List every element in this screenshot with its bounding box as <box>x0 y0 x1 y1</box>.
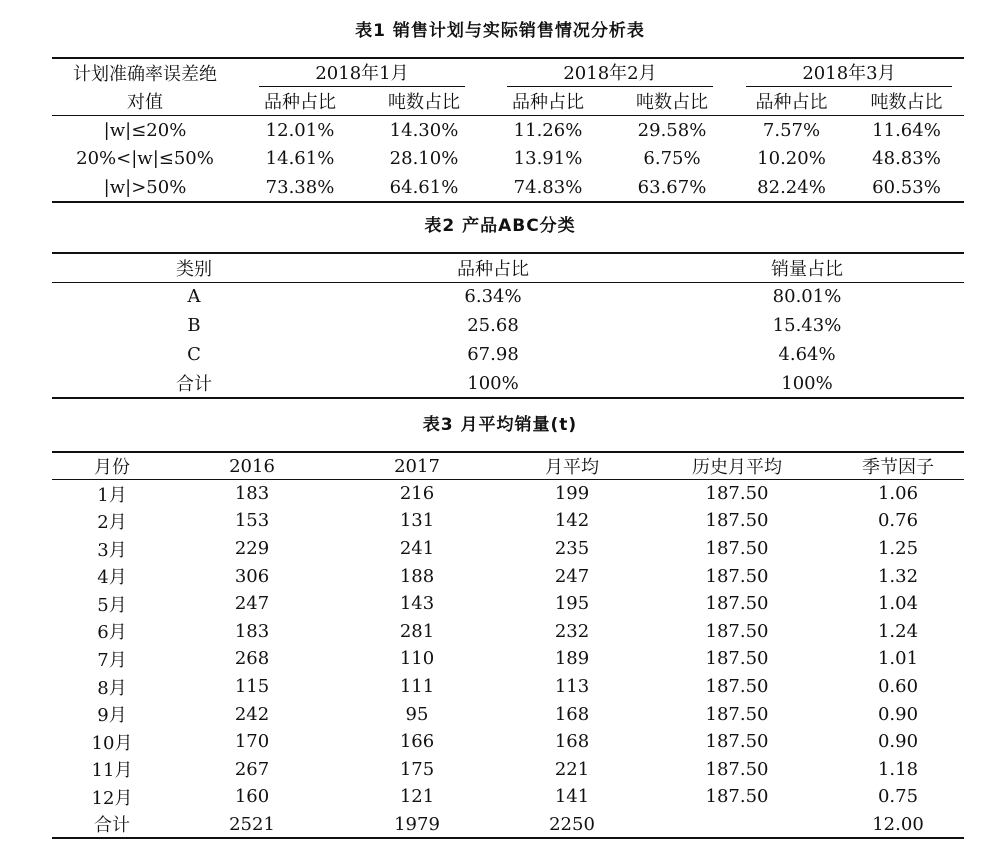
month-header: 2018年3月 <box>734 58 964 87</box>
table-cell: 95 <box>405 703 429 725</box>
table-cell: 12.01% <box>265 119 335 141</box>
table-cell: 187.50 <box>705 565 769 587</box>
table-cell: 187.50 <box>705 731 769 753</box>
table-cell: 306 <box>234 565 270 587</box>
table-cell: 5月 <box>97 594 127 616</box>
table-cell: 113 <box>554 676 590 698</box>
table-cell: 170 <box>234 731 270 753</box>
table-cell: 168 <box>554 731 590 753</box>
table-cell: 187.50 <box>705 620 769 642</box>
table-cell: 232 <box>554 620 590 642</box>
table-cell: 0.90 <box>877 731 919 753</box>
table-cell: 247 <box>234 593 270 615</box>
table-cell: 67.98 <box>467 344 519 365</box>
table-cell: 0.90 <box>877 703 919 725</box>
table-cell: 141 <box>554 786 590 808</box>
table-cell: 187.50 <box>705 758 769 780</box>
sales-plan-analysis-table <box>52 57 964 203</box>
table-row <box>52 673 964 701</box>
table-cell: 11月 <box>91 760 133 782</box>
table-cell: 111 <box>399 676 435 698</box>
table-cell: 183 <box>234 483 270 505</box>
table-cell: 7.57% <box>762 119 821 141</box>
row-header-cell: 计划准确率误差绝 <box>73 64 217 85</box>
table-cell: 247 <box>554 565 590 587</box>
table-cell: 189 <box>554 648 590 670</box>
column-header: 月份 <box>52 452 172 480</box>
table1-caption: 表1 销售计划与实际销售情况分析表 <box>355 21 645 41</box>
table-cell: 183 <box>234 620 270 642</box>
table-row <box>52 562 964 590</box>
table3-caption: 表3 月平均销量(t) <box>422 415 578 435</box>
table-row <box>52 645 964 673</box>
table-row <box>52 535 964 563</box>
row-header-cell-line2: 对值 <box>52 87 238 115</box>
table-cell: 242 <box>234 703 270 725</box>
table-cell: 187.50 <box>705 483 769 505</box>
table-cell: 166 <box>399 731 435 753</box>
table-row <box>52 811 964 839</box>
table-cell: 168 <box>554 703 590 725</box>
table-cell: A <box>187 286 201 308</box>
sub-header: 品种占比 <box>238 87 362 115</box>
table-cell: 1.01 <box>877 648 919 670</box>
table-cell: 74.83% <box>513 176 583 198</box>
table-cell: 20%<|w|≤50% <box>76 148 214 169</box>
table-cell: 48.83% <box>872 148 941 169</box>
table-cell: 4月 <box>97 567 127 589</box>
table-row <box>52 144 964 173</box>
column-header: 月平均 <box>502 452 642 480</box>
table-cell: 73.38% <box>265 176 335 198</box>
column-header: 2017 <box>332 452 502 480</box>
column-header: 2016 <box>172 452 332 480</box>
table-cell: 1.32 <box>877 565 919 587</box>
column-header: 销量占比 <box>650 253 964 282</box>
table-cell: 10.20% <box>757 148 826 169</box>
column-header: 季节因子 <box>832 452 964 480</box>
table-cell: 229 <box>234 538 270 560</box>
table-row <box>52 590 964 618</box>
table-cell: 0.60 <box>877 676 919 698</box>
table-cell: 12月 <box>91 787 133 809</box>
table-cell: B <box>187 315 201 336</box>
table-cell: 153 <box>234 510 270 532</box>
table-cell: 10月 <box>91 732 133 754</box>
table-cell: 1月 <box>97 484 127 506</box>
table-cell: 199 <box>554 483 590 505</box>
table-row <box>52 507 964 535</box>
table-cell: 3月 <box>97 539 127 561</box>
sub-header: 吨数占比 <box>610 87 734 115</box>
table-row <box>52 728 964 756</box>
column-header: 历史月平均 <box>642 452 832 480</box>
table-cell: 187.50 <box>705 676 769 698</box>
table-cell: 131 <box>399 510 435 532</box>
sub-header: 吨数占比 <box>849 87 964 115</box>
table-cell: 82.24% <box>757 176 826 198</box>
table-cell: |w|≤20% <box>103 119 187 141</box>
table-cell: 64.61% <box>389 176 459 198</box>
table-cell: 1979 <box>394 813 440 835</box>
month-header: 2018年1月 <box>238 58 486 87</box>
table-cell: 187.50 <box>705 648 769 670</box>
table-row <box>52 311 964 340</box>
column-header: 品种占比 <box>336 253 650 282</box>
table-cell: 235 <box>554 538 590 560</box>
table-cell: 216 <box>399 483 435 505</box>
table-cell: 221 <box>554 758 590 780</box>
table-cell: 12.00 <box>872 813 924 835</box>
table-cell: 187.50 <box>705 510 769 532</box>
table-cell: 合计 <box>94 815 130 837</box>
table-cell: 187.50 <box>705 786 769 808</box>
table-cell: 268 <box>234 648 270 670</box>
sub-header: 品种占比 <box>734 87 849 115</box>
table-cell: 合计 <box>176 374 212 395</box>
table-row <box>52 700 964 728</box>
table-cell: 0.75 <box>877 786 919 808</box>
table-cell <box>642 811 832 839</box>
table-cell: 11.26% <box>513 119 583 141</box>
sub-header: 品种占比 <box>486 87 610 115</box>
month-header: 2018年2月 <box>486 58 734 87</box>
table-cell: 60.53% <box>872 176 941 198</box>
table-cell: 11.64% <box>872 119 941 141</box>
table-cell: 14.61% <box>265 148 335 169</box>
table-cell: 100% <box>467 372 519 394</box>
table-cell: 6.34% <box>464 286 522 308</box>
table-cell: 7月 <box>97 649 127 671</box>
table-cell: 2521 <box>229 813 275 835</box>
table-cell: 187.50 <box>705 538 769 560</box>
table-cell: 28.10% <box>389 148 459 169</box>
table-cell: 15.43% <box>772 315 842 336</box>
table-cell: |w|>50% <box>103 176 187 198</box>
table-row <box>52 115 964 144</box>
table-cell: 14.30% <box>389 119 459 141</box>
table-cell: 29.58% <box>637 119 707 141</box>
table-cell: 100% <box>781 372 833 394</box>
table-row <box>52 480 964 508</box>
table-cell: 13.91% <box>513 148 583 169</box>
table-cell: 195 <box>554 593 590 615</box>
table-cell: 241 <box>399 538 435 560</box>
table-cell: 115 <box>234 676 270 698</box>
table-cell: 4.64% <box>778 344 836 365</box>
table-cell: 121 <box>399 786 435 808</box>
table-row <box>52 783 964 811</box>
table-cell: 187.50 <box>705 593 769 615</box>
table-cell: 6月 <box>97 622 127 644</box>
table-cell: 63.67% <box>637 176 707 198</box>
table-cell: 0.76 <box>877 510 919 532</box>
table-cell: 142 <box>554 510 590 532</box>
table-row <box>52 369 964 398</box>
column-header: 类别 <box>52 253 336 282</box>
table-cell: 2250 <box>549 813 595 835</box>
table-cell: 1.06 <box>877 483 919 505</box>
table-cell: 187.50 <box>705 703 769 725</box>
table-row <box>52 340 964 369</box>
table-cell: 80.01% <box>772 286 842 308</box>
table-cell: 1.24 <box>877 620 919 642</box>
table-cell: 110 <box>399 648 435 670</box>
table-cell: 1.18 <box>877 758 919 780</box>
table-cell: 8月 <box>97 677 127 699</box>
table-cell: 2月 <box>97 511 127 533</box>
table-row <box>52 173 964 202</box>
table-cell: 1.25 <box>877 538 919 560</box>
table-cell: 267 <box>234 758 270 780</box>
table-cell: 281 <box>399 620 435 642</box>
abc-classification-table <box>52 252 964 399</box>
table2-caption: 表2 产品ABC分类 <box>424 216 576 236</box>
table-cell: 175 <box>399 758 435 780</box>
table-cell: C <box>187 344 201 365</box>
table-cell: 143 <box>399 593 435 615</box>
table-cell: 1.04 <box>877 593 919 615</box>
table-row <box>52 756 964 784</box>
table-row <box>52 618 964 646</box>
table-cell: 25.68 <box>467 315 519 336</box>
table-row <box>52 282 964 311</box>
sub-header: 吨数占比 <box>362 87 486 115</box>
table-cell: 188 <box>399 565 435 587</box>
table-cell: 9月 <box>97 705 127 727</box>
table-cell: 160 <box>234 786 270 808</box>
monthly-average-sales-table <box>52 451 964 839</box>
table-cell: 6.75% <box>643 148 701 169</box>
